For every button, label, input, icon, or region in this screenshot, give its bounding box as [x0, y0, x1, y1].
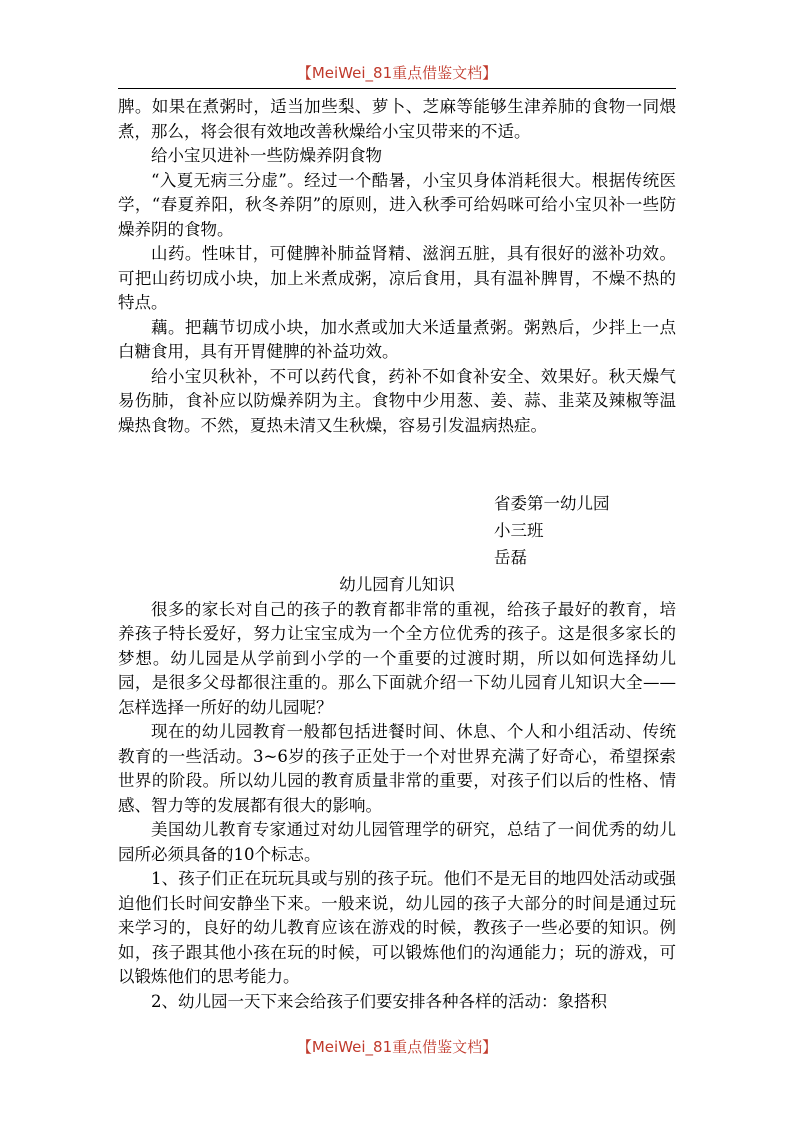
paragraph: 2、幼儿园一天下来会给孩子们要安排各种各样的活动：象搭积	[151, 991, 607, 1011]
paragraph: 美国幼儿教育专家通过对幼儿园管理学的研究，总结了一间优秀的幼儿园所必须具备的10个标志。	[118, 820, 676, 864]
paragraph: 现在的幼儿园教育一般都包括进餐时间、休息、个人和小组活动、传统教育的一些活动。3~6岁的孩子正处于一个对世界充满了好奇心，希望探索世界的阶段。所以幼儿园的教育质量非常的重要，对孩子们以后的性格、情感、智力等的发展都有很大的影响。	[118, 722, 676, 815]
header-divider	[118, 88, 676, 89]
paragraph: 脾。如果在煮粥时，适当加些梨、萝卜、芝麻等能够生津养肺的食物一同煨煮，那么，将会很有效地改善秋燥给小宝贝带来的不适。	[118, 97, 676, 141]
paragraph: 给小宝贝进补一些防燥养阴食物	[151, 146, 382, 165]
paragraph: 很多的家长对自己的孩子的教育都非常的重视，给孩子最好的教育，培养孩子特长爱好，努力让宝宝成为一个全方位优秀的孩子。这是很多家长的梦想。幼儿园是从学前到小学的一个重要的过渡时期，所以如何选择幼儿园，是很多父母都很注重的。那么下面就介绍一下幼儿园育儿知识大全——怎样选择一所好的幼儿园呢？	[118, 599, 676, 717]
paragraph: 给小宝贝秋补，不可以药代食，药补不如食补安全、效果好。秋天燥气易伤肺，食补应以防燥养阴为主。食物中少用葱、姜、蒜、韭菜及辣椒等温燥热食物。不然，夏热未清又生秋燥，容易引发温病热症。	[118, 366, 676, 435]
paragraph: 山药。性味甘，可健脾补肺益肾精、滋润五脏，具有很好的滋补功效。可把山药切成小块，加上米煮成粥，凉后食用，具有温补脾胃，不燥不热的特点。	[118, 244, 676, 312]
paragraph: 藕。把藕节切成小块，加水煮或加大米适量煮粥。粥熟后，少拌上一点白糖食用，具有开胃健脾的补益功效。	[118, 317, 676, 361]
paragraph: 1、孩子们正在玩玩具或与别的孩子玩。他们不是无目的地四处活动或强迫他们长时间安静坐下来。一般来说，幼儿园的孩子大部分的时间是通过玩来学习的，良好的幼儿教育应该在游戏的时候，教孩子一些必要的知识。例如，孩子跟其他小孩在玩的时候，可以锻炼他们的沟通能力；玩的游戏，可以锻炼他们的思考能力。	[118, 869, 676, 986]
signature-org: 省委第一幼儿园	[494, 494, 610, 513]
paragraph: “入夏无病三分虚”。经过一个酷暑，小宝贝身体消耗很大。根据传统医学，“春夏养阳，秋冬养阴”的原则，进入秋季可给妈咪可给小宝贝补一些防燥养阴的食物。	[118, 170, 676, 239]
signature-class: 小三班	[494, 521, 544, 540]
signature-author: 岳磊	[494, 548, 527, 567]
signature-block	[494, 490, 676, 571]
article-title: 幼儿园育儿知识	[339, 575, 455, 594]
header-title: 【MeiWei_81重点借鉴文档】	[296, 64, 498, 82]
document-body	[118, 95, 676, 1014]
footer-title: 【MeiWei_81重点借鉴文档】	[296, 1038, 498, 1056]
